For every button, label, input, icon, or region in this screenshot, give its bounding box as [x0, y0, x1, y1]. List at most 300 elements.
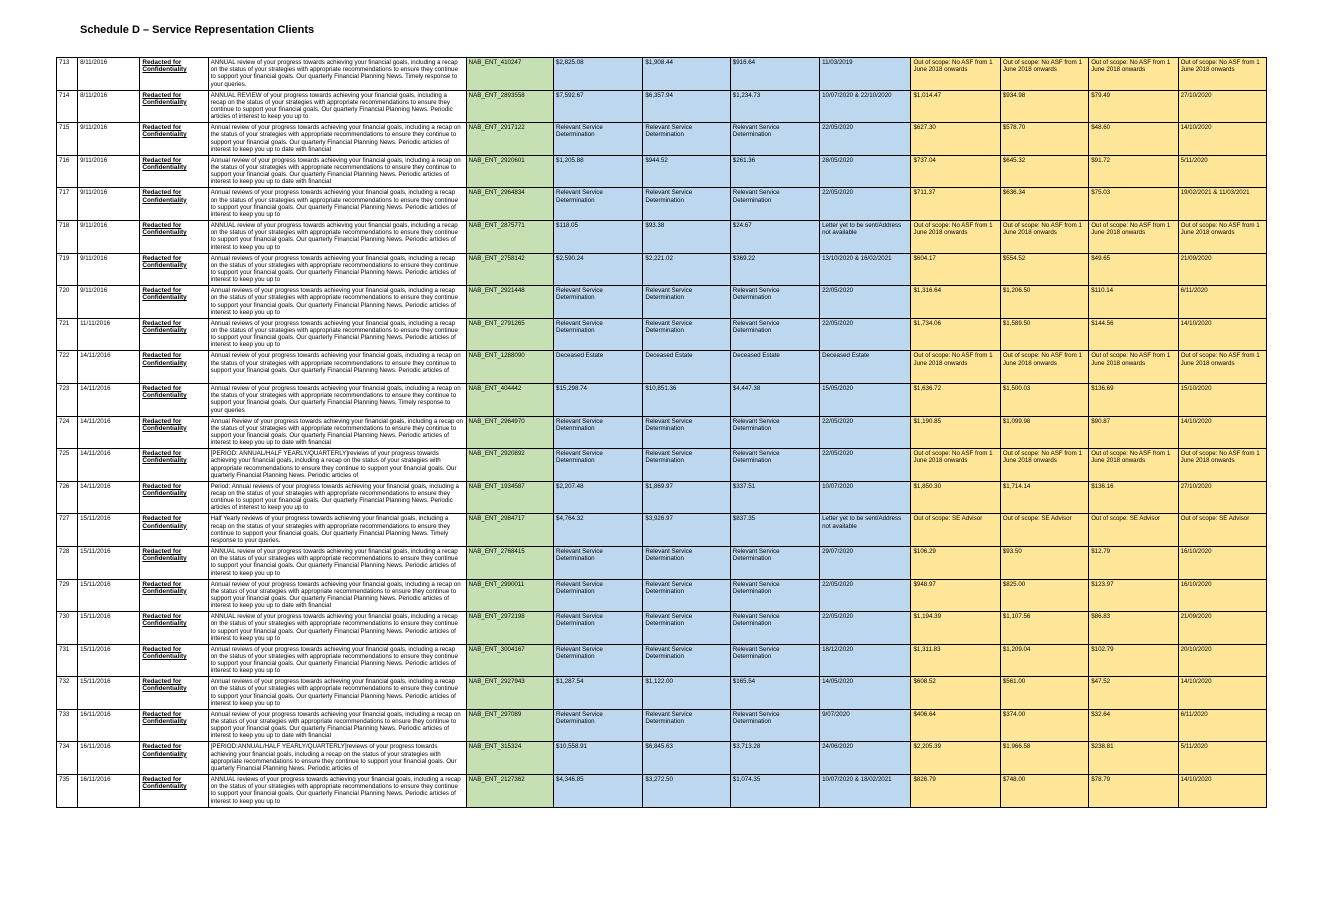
row-number [57, 644, 78, 677]
amount-total [554, 351, 643, 384]
refund-adviser-text: $1,209.04 [1002, 645, 1031, 653]
service-description-text: Annual reviews of your progress towards achieving your financial goals, including a recap on the status of your strategies with appropriate recommendations to ensure they continue to support your financial goals. Our quarterly Financial Planning News. Periodic articles of interest to keep you up to [210, 319, 458, 349]
refund-adviser-text: $645.32 [1002, 156, 1026, 164]
amount-licensee [730, 58, 819, 91]
amount-total-text: Relevant Service Determination [556, 450, 603, 465]
amount-adviser [643, 546, 730, 579]
amount-licensee [730, 514, 819, 547]
refund-total [911, 90, 1000, 123]
refund-total [911, 644, 1000, 677]
entity-code-text: NAB_ENT_2990011 [468, 580, 525, 588]
letter-date-text: Letter yet to be sent/Address not available [822, 515, 902, 530]
row-number-text: 733 [59, 710, 70, 718]
refund-licensee [1089, 709, 1178, 742]
letter-date [820, 351, 911, 384]
entity-code [466, 253, 553, 286]
refund-total [911, 709, 1000, 742]
refund-adviser [1000, 742, 1088, 775]
refund-date-text: Out of scope: No ASF from 1 June 2018 onwards [1180, 221, 1260, 237]
refund-adviser-text: Out of scope: No ASF from 1 June 2018 onwards [1002, 221, 1082, 237]
entity-code [466, 546, 553, 579]
amount-adviser-text: Relevant Service Determination [645, 710, 693, 726]
row-number-text: 729 [59, 580, 70, 588]
refund-licensee-text: $91.72 [1091, 156, 1111, 164]
refund-adviser-text: Out of scope: No ASF from 1 June 2018 onwards [1002, 450, 1082, 465]
refund-adviser [1000, 90, 1088, 123]
table-row [57, 90, 1267, 123]
refund-licensee [1089, 286, 1178, 319]
row-date [78, 253, 140, 286]
service-description-text: Annual reviews of your progress towards achieving your financial goals, including a recap on the status of your strategies with appropriate recommendations to ensure they continue to support your financial goals. Our quarterly Financial Planning News. Periodic articles of interest to keep you up to [210, 645, 458, 675]
row-number-text: 725 [59, 450, 70, 458]
service-description [208, 351, 466, 384]
refund-licensee [1089, 449, 1178, 482]
entity-code [466, 351, 553, 384]
letter-date-text: 11/03/2019 [822, 59, 853, 66]
refund-adviser-text: $1,107.56 [1002, 613, 1031, 621]
refund-date-text: 14/10/2020 [1180, 319, 1212, 327]
refund-licensee-text: $102.79 [1091, 645, 1114, 653]
amount-licensee [730, 253, 819, 286]
entity-code-text: NAB_ENT_1288090 [468, 352, 525, 360]
amount-licensee-text: Relevant Service Determination [732, 417, 780, 432]
amount-adviser-text: Relevant Service Determination [645, 450, 693, 465]
row-date [78, 481, 140, 514]
amount-adviser-text: $93.38 [645, 221, 665, 229]
amount-total [554, 644, 643, 677]
letter-date [820, 253, 911, 286]
amount-adviser-text: Relevant Service Determination [645, 580, 693, 595]
amount-licensee-text: Relevant Service Determination [732, 710, 780, 726]
table-body [57, 58, 1267, 808]
letter-date [820, 188, 911, 221]
refund-adviser-text: $1,099.98 [1002, 417, 1031, 425]
letter-date-text: 10/07/2020 [822, 482, 854, 490]
refund-total [911, 220, 1000, 253]
letter-date [820, 481, 911, 514]
amount-adviser [643, 481, 730, 514]
amount-licensee-text: $24.67 [732, 221, 752, 229]
amount-licensee [730, 123, 819, 156]
refund-licensee [1089, 644, 1178, 677]
refund-adviser [1000, 58, 1088, 91]
amount-adviser-text: Relevant Service Determination [645, 319, 693, 334]
amount-total-text: $4,346.85 [556, 776, 584, 784]
refund-adviser [1000, 318, 1088, 351]
amount-licensee-text: Relevant Service Determination [732, 613, 780, 628]
amount-licensee [730, 318, 819, 351]
amount-adviser-text: $6,357.94 [645, 91, 673, 99]
refund-adviser [1000, 351, 1088, 384]
amount-adviser-text: $1,122.00 [645, 678, 673, 686]
amount-adviser [643, 612, 730, 645]
row-date [78, 123, 140, 156]
refund-date-text: 16/10/2020 [1180, 547, 1212, 555]
service-description-text: Annual review of your progress towards achieving your financial goals, including a recap on the status of your strategies with appropriate recommendations to ensure they continue to support your financial goals. Our quarterly Financial Planning News. Periodic articles of interest to keep you up to date with financial [210, 580, 461, 610]
refund-date [1178, 155, 1266, 188]
amount-licensee-text: $3,713.28 [732, 743, 761, 751]
refund-date-text: 15/10/2020 [1180, 384, 1212, 392]
refund-date [1178, 416, 1266, 449]
row-number-text: 721 [59, 319, 70, 327]
entity-code [466, 318, 553, 351]
row-number [57, 709, 78, 742]
table-row [57, 383, 1267, 416]
redacted-client-text: Redacted for Confidentiality [142, 515, 187, 530]
row-number [57, 546, 78, 579]
refund-total-text: Out of scope: No ASF from 1 June 2018 onwards [913, 352, 993, 367]
refund-licensee-text: $48.60 [1091, 124, 1111, 132]
refund-total-text: $1,734.06 [913, 319, 942, 327]
amount-adviser-text: $2,221.02 [645, 254, 673, 262]
redacted-client [140, 677, 208, 710]
amount-licensee [730, 383, 819, 416]
refund-licensee-text: $136.16 [1091, 482, 1114, 490]
entity-code-text: NAB_ENT_2127362 [468, 776, 525, 784]
row-date-text: 9/11/2016 [80, 189, 108, 197]
refund-licensee-text: $136.69 [1091, 384, 1114, 392]
entity-code-text: NAB_ENT_2984717 [468, 515, 525, 523]
row-date [78, 546, 140, 579]
amount-total [554, 416, 643, 449]
service-description-text: ANNUAL review of your progress towards achieving your financial goals, including a recap on the status of your strategies with appropriate recommendations to ensure they continue to support your financial goals. Our quarterly Financial Planning News. Timely response to your queries. [210, 59, 458, 88]
row-date-text: 16/11/2016 [80, 776, 111, 784]
letter-date-text: 9/07/2020 [822, 710, 850, 718]
service-description [208, 775, 466, 808]
redacted-client [140, 383, 208, 416]
redacted-client [140, 644, 208, 677]
refund-licensee-text: $49.65 [1091, 254, 1111, 262]
entity-code [466, 220, 553, 253]
refund-total-text: $1,316.64 [913, 287, 942, 295]
refund-licensee [1089, 90, 1178, 123]
amount-licensee-text: $1,074.35 [732, 776, 761, 784]
amount-licensee-text: $4,447.38 [732, 384, 761, 392]
amount-adviser [643, 123, 730, 156]
refund-date-text: 5/11/2020 [1180, 156, 1208, 164]
refund-licensee-text: $123.97 [1091, 580, 1114, 588]
redacted-client-text: Redacted for Confidentiality [142, 319, 187, 334]
row-number-text: 732 [59, 678, 70, 686]
amount-total [554, 286, 643, 319]
row-date-text: 9/11/2016 [80, 124, 108, 132]
refund-adviser-text: $93.50 [1002, 547, 1022, 555]
entity-code-text: NAB_ENT_1934587 [468, 482, 525, 490]
letter-date-text: 22/05/2020 [822, 319, 854, 327]
row-date-text: 15/11/2016 [80, 580, 111, 588]
refund-total-text: Out of scope: No ASF from 1 June 2018 onwards [913, 450, 993, 465]
refund-licensee [1089, 383, 1178, 416]
refund-total-text: $627.30 [913, 124, 936, 132]
refund-date [1178, 579, 1266, 612]
entity-code-text: NAB_ENT_2972198 [468, 613, 525, 621]
letter-date-text: 22/05/2020 [822, 417, 854, 425]
amount-total-text: $118.05 [556, 221, 578, 229]
refund-adviser-text: Out of scope: SE Advisor [1002, 515, 1072, 523]
letter-date-text: 10/07/2020 & 18/02/2021 [822, 776, 892, 784]
amount-total [554, 123, 643, 156]
amount-licensee [730, 416, 819, 449]
row-number-text: 713 [59, 59, 70, 66]
letter-date [820, 383, 911, 416]
refund-adviser-text: $748.00 [1002, 776, 1026, 784]
refund-date [1178, 58, 1266, 91]
table-row [57, 351, 1267, 384]
refund-adviser-text: $636.34 [1002, 189, 1026, 197]
refund-date-text: Out of scope: No ASF from 1 June 2018 onwards [1180, 450, 1260, 465]
amount-licensee [730, 220, 819, 253]
redacted-client [140, 514, 208, 547]
service-description [208, 155, 466, 188]
refund-licensee-text: $86.83 [1091, 613, 1111, 621]
letter-date [820, 155, 911, 188]
amount-adviser-text: $10,851.36 [645, 384, 677, 392]
service-description [208, 514, 466, 547]
row-date-text: 9/11/2016 [80, 221, 108, 229]
refund-adviser-text: $1,500.03 [1002, 384, 1031, 392]
amount-licensee-text: Relevant Service Determination [732, 580, 780, 595]
entity-code-text: NAB_ENT_2917122 [468, 124, 525, 132]
amount-adviser [643, 775, 730, 808]
redacted-client [140, 188, 208, 221]
amount-adviser [643, 286, 730, 319]
refund-date-text: 14/10/2020 [1180, 417, 1212, 425]
refund-total-text: $737.04 [913, 156, 936, 164]
refund-adviser [1000, 546, 1088, 579]
refund-adviser [1000, 383, 1088, 416]
amount-licensee-text: Relevant Service Determination [732, 450, 780, 465]
refund-date [1178, 188, 1266, 221]
refund-date [1178, 286, 1266, 319]
row-number [57, 123, 78, 156]
refund-date-text: Out of scope: SE Advisor [1180, 515, 1250, 523]
entity-code [466, 644, 553, 677]
row-number [57, 383, 78, 416]
entity-code-text: NAB_ENT_2875771 [468, 221, 525, 229]
refund-total-text: $1,194.39 [913, 613, 942, 621]
entity-code-text: NAB_ENT_3004167 [468, 645, 525, 653]
refund-licensee-text: $78.79 [1091, 776, 1111, 784]
row-number [57, 481, 78, 514]
amount-total-text: Relevant Service Determination [556, 580, 603, 595]
entity-code-text: NAB_ENT_404442 [468, 384, 522, 392]
table-row [57, 481, 1267, 514]
refund-date [1178, 481, 1266, 514]
redacted-client [140, 416, 208, 449]
amount-total-text: $10,558.91 [556, 743, 587, 751]
amount-total-text: Relevant Service Determination [556, 547, 603, 563]
row-date [78, 514, 140, 547]
service-description-text: Period: Annual reviews of your progress towards achieving your financial goals, including a recap on the status of your strategies with appropriate recommendations to ensure they continue to support your financial goals. Our quarterly Financial Planning News. Periodic articles of interest to keep you up to [210, 482, 459, 512]
redacted-client [140, 742, 208, 775]
row-number [57, 449, 78, 482]
refund-total-text: $1,311.83 [913, 645, 941, 653]
refund-adviser [1000, 416, 1088, 449]
row-number-text: 731 [59, 645, 70, 653]
refund-licensee [1089, 514, 1178, 547]
amount-total [554, 546, 643, 579]
service-description-text: Annual reviews of your progress towards achieving your financial goals, including a recap on the status of your strategies with appropriate recommendations to ensure they continue to support your financial goals. Our quarterly Financial Planning News. Periodic articles of interest to keep you up to [210, 189, 458, 218]
refund-licensee [1089, 58, 1178, 91]
row-date-text: 15/11/2016 [80, 613, 111, 621]
redacted-client-text: Redacted for Confidentiality [142, 417, 187, 432]
amount-adviser [643, 58, 730, 91]
refund-adviser [1000, 775, 1088, 808]
amount-total-text: $2,590.24 [556, 254, 584, 262]
letter-date-text: 28/05/2020 [822, 156, 854, 164]
redacted-client [140, 286, 208, 319]
amount-total-text: $2,207.48 [556, 482, 584, 490]
amount-total-text: Relevant Service Determination [556, 417, 603, 432]
refund-total-text: $1,636.72 [913, 384, 942, 392]
row-number [57, 286, 78, 319]
amount-adviser-text: Relevant Service Determination [645, 547, 693, 563]
amount-total-text: Relevant Service Determination [556, 645, 603, 660]
entity-code-text: NAB_ENT_2920601 [468, 156, 525, 164]
row-number [57, 220, 78, 253]
row-date-text: 9/11/2016 [80, 254, 108, 262]
redacted-client-text: Redacted for Confidentiality [142, 580, 187, 595]
amount-licensee-text: Relevant Service Determination [732, 645, 780, 660]
row-number-text: 723 [59, 384, 70, 392]
row-date [78, 579, 140, 612]
refund-adviser-text: $1,714.14 [1002, 482, 1031, 490]
refund-licensee-text: Out of scope: No ASF from 1 June 2018 onwards [1091, 352, 1171, 367]
entity-code [466, 123, 553, 156]
refund-licensee [1089, 123, 1178, 156]
service-description-text: Annual reviews of your progress towards achieving your financial goals, including a recap on the status of your strategies with appropriate recommendations to ensure they continue to support your financial goals. Our quarterly Financial Planning News. Periodic articles of interest to keep you up to [210, 287, 458, 316]
refund-total-text: $1,014.47 [913, 91, 942, 99]
service-description-text: ANNUAL reviews of your progress towards achieving your financial goals, including a recap on the status of your strategies with appropriate recommendations to ensure they continue to support your financial goals. Our quarterly Financial Planning News. Periodic articles of interest to keep you up to [210, 776, 461, 805]
refund-date-text: 16/10/2020 [1180, 580, 1212, 588]
amount-licensee [730, 644, 819, 677]
row-date [78, 775, 140, 808]
letter-date [820, 449, 911, 482]
refund-total-text: Out of scope: SE Advisor [913, 515, 983, 523]
letter-date [820, 612, 911, 645]
refund-date [1178, 677, 1266, 710]
redacted-client [140, 775, 208, 808]
refund-licensee-text: Out of scope: No ASF from 1 June 2018 onwards [1091, 221, 1171, 237]
refund-adviser-text: $554.52 [1002, 254, 1026, 262]
service-description [208, 546, 466, 579]
service-description-text: [PERIOD: ANNUAL/HALF YEARLY/QUARTERLY]reviews of your progress towards achieving your financial goals, including a recap on the status of your strategies with appropriate recommendations to ensure they continue to support your financial goals. Our quarterly Financial Planning News. Periodic articles of [210, 450, 457, 479]
table-row [57, 220, 1267, 253]
row-date [78, 709, 140, 742]
redacted-client-text: Redacted for Confidentiality [142, 156, 187, 171]
amount-licensee [730, 579, 819, 612]
amount-adviser [643, 318, 730, 351]
refund-date-text: 14/10/2020 [1180, 678, 1212, 686]
service-description [208, 58, 466, 91]
refund-date-text: 20/10/2020 [1180, 645, 1212, 653]
table-row [57, 253, 1267, 286]
refund-licensee [1089, 416, 1178, 449]
redacted-client-text: Redacted for Confidentiality [142, 547, 187, 563]
refund-total-text: $1,850.30 [913, 482, 942, 490]
redacted-client-text: Redacted for Confidentiality [142, 645, 187, 660]
refund-date [1178, 351, 1266, 384]
amount-adviser [643, 677, 730, 710]
service-description [208, 416, 466, 449]
row-number-text: 730 [59, 613, 70, 621]
refund-licensee [1089, 351, 1178, 384]
refund-total-text: Out of scope: No ASF from 1 June 2018 onwards [913, 221, 993, 237]
row-date-text: 15/11/2016 [80, 515, 111, 523]
amount-licensee [730, 481, 819, 514]
refund-date-text: Out of scope: No ASF from 1 June 2018 onwards [1180, 352, 1260, 367]
refund-total [911, 546, 1000, 579]
refund-total [911, 742, 1000, 775]
letter-date-text: 14/05/2020 [822, 678, 854, 686]
letter-date-text: 10/07/2020 & 22/10/2020 [822, 91, 892, 99]
letter-date-text: 22/05/2020 [822, 124, 854, 132]
refund-licensee [1089, 253, 1178, 286]
service-description-text: Annual review of your progress towards achieving your financial goals, including a recap on the status of your strategies with appropriate recommendations to ensure they continue to support your financial goals. Our quarterly Financial Planning News. Periodic articles of interest to keep you up to date with financial [210, 124, 461, 153]
amount-total-text: Relevant Service Determination [556, 287, 603, 302]
refund-licensee-text: $90.87 [1091, 417, 1111, 425]
refund-total [911, 416, 1000, 449]
refund-total-text: Out of scope: No ASF from 1 June 2018 onwards [913, 59, 993, 74]
amount-total [554, 677, 643, 710]
amount-total [554, 220, 643, 253]
refund-date [1178, 775, 1266, 808]
refund-licensee-text: $144.56 [1091, 319, 1114, 327]
row-date [78, 677, 140, 710]
refund-licensee-text: $47.52 [1091, 678, 1111, 686]
refund-licensee-text: Out of scope: No ASF from 1 June 2018 onwards [1091, 450, 1171, 465]
refund-total [911, 123, 1000, 156]
refund-total [911, 612, 1000, 645]
amount-adviser [643, 351, 730, 384]
letter-date [820, 318, 911, 351]
redacted-client [140, 253, 208, 286]
amount-licensee-text: Relevant Service Determination [732, 319, 780, 334]
refund-date-text: 14/10/2020 [1180, 776, 1212, 784]
refund-date [1178, 612, 1266, 645]
service-description [208, 318, 466, 351]
row-date-text: 15/11/2016 [80, 678, 111, 686]
entity-code-text: NAB_ENT_2964834 [468, 189, 525, 197]
refund-licensee [1089, 318, 1178, 351]
row-number-text: 715 [59, 124, 70, 132]
refund-date-text: 19/02/2021 & 11/03/2021 [1180, 189, 1250, 197]
refund-date-text: 27/10/2020 [1180, 482, 1212, 490]
refund-date [1178, 449, 1266, 482]
service-description-text: Annual reviews of your progress towards achieving your financial goals, including a recap on the status of your strategies with appropriate recommendations to ensure they continue to support your financial goals. Our quarterly Financial Planning News. Periodic articles of interest to keep you up to [210, 254, 458, 284]
row-number-text: 726 [59, 482, 70, 490]
amount-total-text: Relevant Service Determination [556, 710, 603, 726]
letter-date-text: Letter yet to be sent/Address not available [822, 221, 902, 237]
amount-adviser-text: Relevant Service Determination [645, 645, 693, 660]
page-title: Schedule D – Service Representation Clients [80, 24, 315, 36]
entity-code-text: NAB_ENT_2921448 [468, 287, 525, 295]
refund-licensee [1089, 155, 1178, 188]
letter-date [820, 742, 911, 775]
service-description-text: Annual review of your progress towards achieving your financial goals, including a recap on the status of your strategies with appropriate recommendations to ensure they continue to support your financial goals. Our quarterly Financial Planning News. Periodic articles of [210, 352, 461, 374]
amount-adviser [643, 90, 730, 123]
refund-date [1178, 253, 1266, 286]
refund-date [1178, 90, 1266, 123]
refund-licensee [1089, 612, 1178, 645]
row-number-text: 734 [59, 743, 70, 751]
refund-adviser-text: $1,206.50 [1002, 287, 1031, 295]
refund-date-text: 27/10/2020 [1180, 91, 1212, 99]
row-date-text: 9/11/2016 [80, 287, 108, 295]
redacted-client [140, 123, 208, 156]
amount-licensee-text: Deceased Estate [732, 352, 780, 360]
refund-licensee [1089, 775, 1178, 808]
